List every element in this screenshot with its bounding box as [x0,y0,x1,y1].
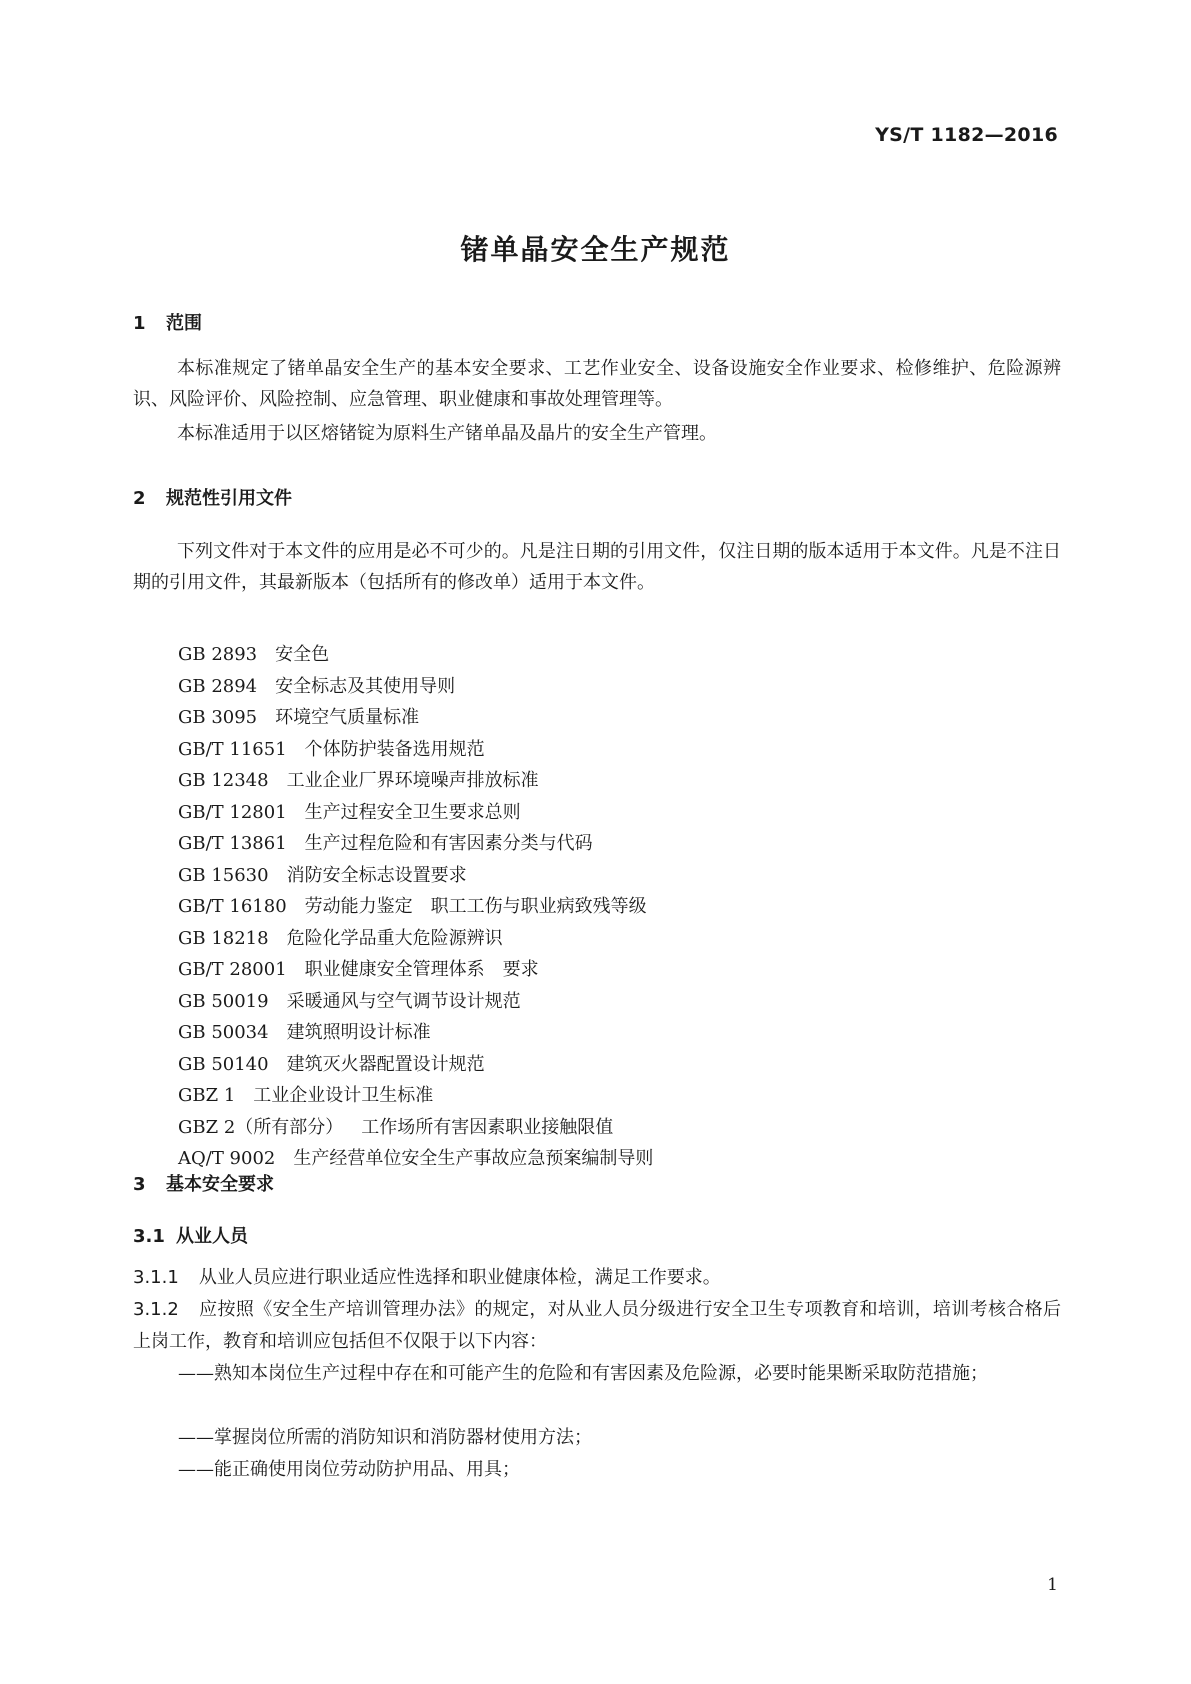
reference-name: 工业企业厂界环境噪声排放标准 [286,770,539,791]
section-number: 3 [133,1174,146,1195]
reference-code: GB 18218 [178,927,269,949]
section-number: 1 [133,313,146,334]
reference-name: 劳动能力鉴定 职工工伤与职业病致残等级 [304,896,647,917]
reference-item [178,639,653,671]
reference-name: 采暖通风与空气调节设计规范 [286,990,521,1012]
reference-item [178,828,653,860]
scope-paragraph-2: 本标准适用于以区熔锗锭为原料生产锗单晶及晶片的安全生产管理。 [177,423,717,444]
subsection-3-1-heading [133,1222,248,1248]
list-item: ——掌握岗位所需的消防知识和消防器材使用方法； [178,1427,592,1448]
reference-item [178,1080,653,1112]
list-item: ——熟知本岗位生产过程中存在和可能产生的危险和有害因素及危险源，必要时能果断采取防范措施； [178,1363,988,1384]
subsection-number: 3.1 [133,1226,165,1247]
reference-code: GB/T 11651 [178,738,287,760]
section-3-heading [133,1170,274,1196]
reference-name: 建筑照明设计标准 [286,1022,431,1043]
reference-item [178,1049,653,1081]
reference-item [178,702,653,734]
reference-name: 安全色 [275,644,330,665]
clause-number: 3.1.2 [133,1299,179,1320]
reference-name: 建筑灭火器配置设计规范 [286,1053,485,1075]
reference-name: 危险化学品重大危险源辨识 [286,927,503,949]
reference-name: 生产经营单位安全生产事故应急预案编制导则 [293,1148,654,1169]
list-item: ——能正确使用岗位劳动防护用品、用具； [178,1459,520,1480]
reference-item [178,1112,653,1144]
reference-code: GB 50140 [178,1053,269,1075]
section-1-heading [133,309,202,335]
scope-paragraph-1: 本标准规定了锗单晶安全生产的基本安全要求、工艺作业安全、设备设施安全作业要求、检修维护、危险源辨识、风险评价、风险控制、应急管理、职业健康和事故处理管理等。 [133,358,1061,410]
reference-item [178,765,653,797]
reference-code: GB/T 12801 [178,801,287,823]
reference-code: GBZ 2（所有部分） [178,1116,344,1138]
reference-item [178,986,653,1018]
reference-code: GB/T 28001 [178,959,287,980]
clause-number: 3.1.1 [133,1267,179,1288]
reference-item [178,860,653,892]
reference-item [178,797,653,829]
reference-code: GB 3095 [178,707,258,728]
reference-name: 生产过程危险和有害因素分类与代码 [304,833,593,854]
section-title: 规范性引用文件 [166,488,292,509]
subsection-title: 从业人员 [176,1226,248,1247]
references-intro: 下列文件对于本文件的应用是必不可少的。凡是注日期的引用文件，仅注日期的版本适用于本文件。凡是不注日期的引用文件，其最新版本（包括所有的修改单）适用于本文件。 [133,541,1061,593]
section-title: 基本安全要求 [166,1174,274,1195]
reference-item [178,923,653,955]
reference-code: GB/T 16180 [178,896,287,917]
section-title: 范围 [166,313,202,334]
reference-name: 消防安全标志设置要求 [286,864,467,886]
reference-item [178,891,653,923]
reference-code: GB 2893 [178,644,258,665]
reference-code: GBZ 1 [178,1085,236,1106]
reference-item [178,1017,653,1049]
reference-item [178,671,653,703]
reference-name: 个体防护装备选用规范 [304,738,485,760]
reference-name: 工业企业设计卫生标准 [253,1085,434,1106]
clause-3-1-2 [133,1294,1061,1358]
standard-code: YS/T 1182—2016 [875,124,1058,146]
reference-code: GB 50034 [178,1022,269,1043]
clause-3-1-1 [133,1262,1061,1294]
reference-code: GB 15630 [178,864,269,886]
reference-name: 生产过程安全卫生要求总则 [304,801,521,823]
reference-name: 职业健康安全管理体系 要求 [304,959,539,980]
reference-code: GB 12348 [178,770,269,791]
reference-code: GB 2894 [178,675,258,697]
reference-code: GB/T 13861 [178,833,287,854]
reference-code: GB 50019 [178,990,269,1012]
reference-item [178,954,653,986]
section-number: 2 [133,488,146,509]
document-title: 锗单晶安全生产规范 [460,233,731,266]
page-number: 1 [1047,1575,1058,1595]
reference-name: 工作场所有害因素职业接触限值 [361,1116,614,1138]
reference-name: 环境空气质量标准 [275,707,420,728]
reference-name: 安全标志及其使用导则 [275,675,456,697]
reference-item [178,734,653,766]
reference-list [178,639,653,1175]
clause-text: 从业人员应进行职业适应性选择和职业健康体检，满足工作要求。 [198,1267,721,1288]
section-2-heading [133,484,292,510]
clause-text: 应按照《安全生产培训管理办法》的规定，对从业人员分级进行安全卫生专项教育和培训，培训考核合格后上岗工作，教育和培训应包括但不仅限于以下内容： [133,1299,1061,1352]
reference-code: AQ/T 9002 [178,1148,276,1169]
